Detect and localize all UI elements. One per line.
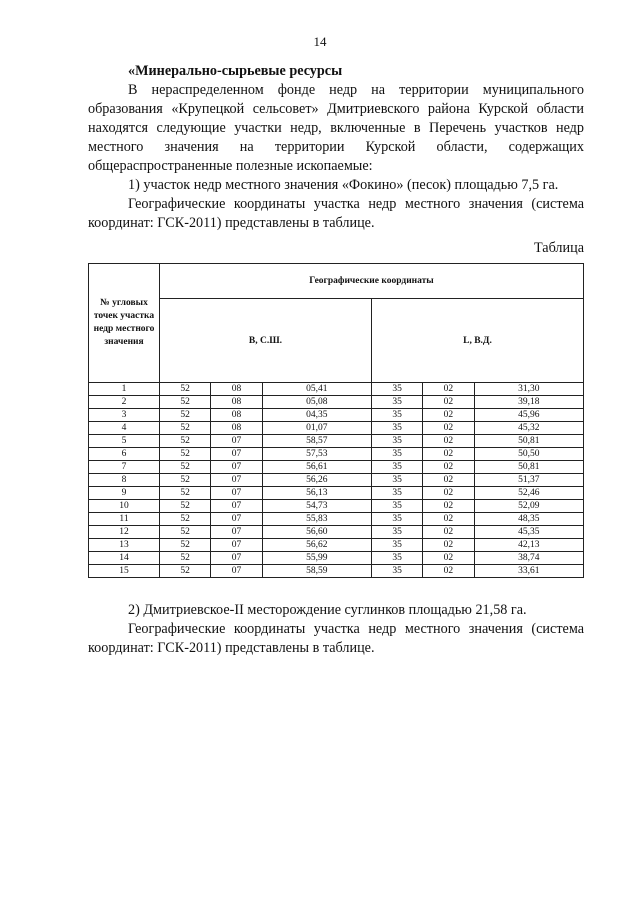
table-cell: 57,53 xyxy=(262,448,371,461)
table-cell: 5 xyxy=(89,435,160,448)
table-cell: 35 xyxy=(371,448,422,461)
table-cell: 38,74 xyxy=(474,552,583,565)
table-cell: 48,35 xyxy=(474,513,583,526)
table-row xyxy=(89,435,584,448)
table-row xyxy=(89,422,584,435)
table-cell: 56,60 xyxy=(262,526,371,539)
page-number: 14 xyxy=(313,34,327,49)
table-cell: 35 xyxy=(371,474,422,487)
table-cell: 55,83 xyxy=(262,513,371,526)
table-cell: 07 xyxy=(211,435,262,448)
table-cell: 52 xyxy=(160,539,211,552)
table-cell: 56,13 xyxy=(262,487,371,500)
table-cell: 31,30 xyxy=(474,383,583,396)
table-cell: 9 xyxy=(89,487,160,500)
table-cell: 52 xyxy=(160,565,211,578)
table-cell: 02 xyxy=(423,513,474,526)
header-latitude: B, С.Ш. xyxy=(160,299,372,383)
table-cell: 02 xyxy=(423,461,474,474)
table-cell: 52 xyxy=(160,487,211,500)
table-cell: 15 xyxy=(89,565,160,578)
table-cell: 35 xyxy=(371,383,422,396)
coordinates-table-body xyxy=(89,383,584,578)
table-cell: 2 xyxy=(89,396,160,409)
table-cell: 35 xyxy=(371,500,422,513)
table-cell: 02 xyxy=(423,500,474,513)
table-cell: 55,99 xyxy=(262,552,371,565)
table-cell: 05,41 xyxy=(262,383,371,396)
table-row xyxy=(89,565,584,578)
document-body-continued xyxy=(88,601,584,658)
table-cell: 35 xyxy=(371,422,422,435)
table-cell: 07 xyxy=(211,513,262,526)
table-cell: 35 xyxy=(371,552,422,565)
table-row xyxy=(89,448,584,461)
table-cell: 35 xyxy=(371,513,422,526)
table-cell: 02 xyxy=(423,474,474,487)
table-cell: 12 xyxy=(89,526,160,539)
table-cell: 08 xyxy=(211,409,262,422)
table-cell: 02 xyxy=(423,435,474,448)
table-cell: 11 xyxy=(89,513,160,526)
site-item-2: 2) Дмитриевское-II месторождение суглинков площадью 21,58 га. xyxy=(128,602,527,618)
table-row xyxy=(89,383,584,396)
table-row xyxy=(89,461,584,474)
table-cell: 50,50 xyxy=(474,448,583,461)
table-cell: 02 xyxy=(423,383,474,396)
table-cell: 07 xyxy=(211,500,262,513)
table-cell: 14 xyxy=(89,552,160,565)
table-cell: 35 xyxy=(371,396,422,409)
table-row xyxy=(89,539,584,552)
table-cell: 35 xyxy=(371,565,422,578)
table-cell: 35 xyxy=(371,539,422,552)
table-row xyxy=(89,474,584,487)
table-cell: 07 xyxy=(211,461,262,474)
table-cell: 56,61 xyxy=(262,461,371,474)
table-cell: 52 xyxy=(160,383,211,396)
table-cell: 07 xyxy=(211,552,262,565)
table-caption: Таблица xyxy=(533,240,584,256)
header-longitude: L, В.Д. xyxy=(371,299,583,383)
table-row xyxy=(89,500,584,513)
table-row xyxy=(89,526,584,539)
table-row xyxy=(89,396,584,409)
table-cell: 50,81 xyxy=(474,461,583,474)
table-cell: 35 xyxy=(371,461,422,474)
table-row xyxy=(89,513,584,526)
coordinates-paragraph-2: Географические координаты участка недр местного значения (система координат: ГСК-2011) представлены в таблице. xyxy=(88,621,584,656)
table-cell: 52 xyxy=(160,461,211,474)
table-cell: 07 xyxy=(211,474,262,487)
table-cell: 02 xyxy=(423,448,474,461)
table-cell: 6 xyxy=(89,448,160,461)
header-geo-coordinates: Географические координаты xyxy=(160,264,584,299)
table-cell: 3 xyxy=(89,409,160,422)
table-cell: 58,57 xyxy=(262,435,371,448)
table-cell: 07 xyxy=(211,487,262,500)
table-cell: 52 xyxy=(160,422,211,435)
table-cell: 45,35 xyxy=(474,526,583,539)
table-cell: 45,32 xyxy=(474,422,583,435)
section-heading: «Минерально-сырьевые ресурсы xyxy=(128,63,343,79)
table-row xyxy=(89,552,584,565)
table-cell: 39,18 xyxy=(474,396,583,409)
table-cell: 02 xyxy=(423,539,474,552)
table-cell: 52,46 xyxy=(474,487,583,500)
table-cell: 07 xyxy=(211,539,262,552)
table-row xyxy=(89,409,584,422)
table-cell: 02 xyxy=(423,526,474,539)
table-cell: 13 xyxy=(89,539,160,552)
table-cell: 58,59 xyxy=(262,565,371,578)
table-cell: 51,37 xyxy=(474,474,583,487)
header-point-number: № угловых точек участка недр местного значения xyxy=(89,264,160,383)
table-cell: 08 xyxy=(211,396,262,409)
table-cell: 52 xyxy=(160,552,211,565)
table-cell: 42,13 xyxy=(474,539,583,552)
table-cell: 45,96 xyxy=(474,409,583,422)
table-cell: 1 xyxy=(89,383,160,396)
table-cell: 52 xyxy=(160,513,211,526)
table-cell: 52 xyxy=(160,396,211,409)
table-cell: 02 xyxy=(423,565,474,578)
table-cell: 02 xyxy=(423,552,474,565)
table-cell: 07 xyxy=(211,448,262,461)
table-cell: 52 xyxy=(160,474,211,487)
table-cell: 04,35 xyxy=(262,409,371,422)
table-cell: 52 xyxy=(160,435,211,448)
table-cell: 35 xyxy=(371,409,422,422)
table-cell: 02 xyxy=(423,396,474,409)
table-cell: 52 xyxy=(160,409,211,422)
table-cell: 35 xyxy=(371,526,422,539)
table-cell: 01,07 xyxy=(262,422,371,435)
coordinates-paragraph: Географические координаты участка недр местного значения (система координат: ГСК-2011) представлены в таблице. xyxy=(88,196,584,231)
intro-paragraph: В нераспределенном фонде недр на территории муниципального образования «Крупецкой сельсовет» Дмитриевского района Курской области находятся следующие участки недр, включенные в Перечень участков недр местного значения на территории Курской области, содержащих общераспространенные полезные ископаемые: xyxy=(88,82,584,174)
table-cell: 52 xyxy=(160,526,211,539)
table-cell: 08 xyxy=(211,422,262,435)
table-row xyxy=(89,487,584,500)
table-cell: 33,61 xyxy=(474,565,583,578)
coordinates-table xyxy=(88,263,584,578)
document-body xyxy=(88,62,584,258)
table-cell: 02 xyxy=(423,409,474,422)
table-cell: 50,81 xyxy=(474,435,583,448)
table-cell: 4 xyxy=(89,422,160,435)
site-item-1: 1) участок недр местного значения «Фокино» (песок) площадью 7,5 га. xyxy=(128,177,559,193)
table-cell: 07 xyxy=(211,526,262,539)
table-cell: 05,08 xyxy=(262,396,371,409)
table-cell: 54,73 xyxy=(262,500,371,513)
table-cell: 52 xyxy=(160,448,211,461)
table-cell: 8 xyxy=(89,474,160,487)
table-cell: 35 xyxy=(371,435,422,448)
table-cell: 52,09 xyxy=(474,500,583,513)
table-cell: 08 xyxy=(211,383,262,396)
table-cell: 02 xyxy=(423,422,474,435)
table-cell: 35 xyxy=(371,487,422,500)
table-cell: 52 xyxy=(160,500,211,513)
table-cell: 07 xyxy=(211,565,262,578)
table-cell: 10 xyxy=(89,500,160,513)
table-cell: 7 xyxy=(89,461,160,474)
table-cell: 56,26 xyxy=(262,474,371,487)
table-cell: 56,62 xyxy=(262,539,371,552)
table-cell: 02 xyxy=(423,487,474,500)
